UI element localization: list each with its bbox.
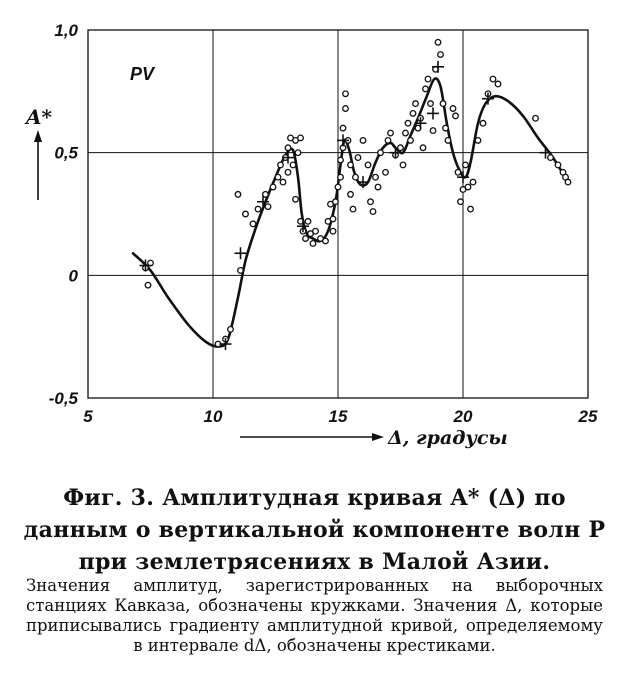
data-point-circle <box>270 184 276 190</box>
x-tick-label: 20 <box>453 407 473 426</box>
data-point-circle <box>565 179 571 185</box>
data-point-circle <box>238 268 244 274</box>
data-point-circle <box>383 169 389 175</box>
data-point-circle <box>403 130 409 136</box>
data-point-circle <box>145 282 151 288</box>
data-point-circle <box>340 125 346 131</box>
data-point-circle <box>375 184 381 190</box>
data-point-cross <box>235 247 247 259</box>
data-point-circle <box>458 199 464 205</box>
data-point-circle <box>365 162 371 168</box>
data-point-circle <box>480 120 486 126</box>
data-point-circle <box>465 184 471 190</box>
data-point-circle <box>385 138 391 144</box>
y-axis-label: A* <box>26 105 52 129</box>
data-point-circle <box>443 125 449 131</box>
data-point-circle <box>428 101 434 107</box>
y-tick-label: 1,0 <box>54 21 78 40</box>
panel-label: PV <box>130 64 155 84</box>
x-tick-label: 15 <box>328 407 348 426</box>
data-point-circle <box>280 179 286 185</box>
data-point-circle <box>438 52 444 58</box>
data-point-circle <box>470 179 476 185</box>
data-point-circle <box>335 184 341 190</box>
data-point-circle <box>413 101 419 107</box>
data-point-circle <box>425 76 431 82</box>
data-point-circle <box>343 91 349 97</box>
y-tick-label: 0 <box>68 266 78 286</box>
data-point-cross <box>427 107 439 119</box>
data-point-circle <box>405 120 411 126</box>
data-point-cross <box>482 93 494 105</box>
data-point-circle <box>265 204 271 210</box>
y-tick-labels <box>49 21 79 408</box>
data-point-circle <box>338 157 344 163</box>
data-point-circle <box>343 106 349 112</box>
data-point-circle <box>330 216 336 222</box>
data-point-circle <box>243 211 249 217</box>
y-tick-label: 0,5 <box>54 143 78 163</box>
data-point-circle <box>310 241 316 247</box>
data-point-circle <box>255 206 261 212</box>
x-tick-label: 25 <box>578 407 598 426</box>
data-point-circle <box>355 155 361 161</box>
data-point-circle <box>398 145 404 151</box>
data-point-circle <box>295 150 301 156</box>
figure-caption-note: Значения амплитуд, зарегистрированных на выборочных станциях Кавказа, обозначены кружками. Значения Δ, которые приписывались градиенту амплитудной кривой, определяемому в интервале dΔ, обозначены крестиками. <box>26 576 603 655</box>
data-point-circle <box>423 86 429 92</box>
data-point-circle <box>278 162 284 168</box>
data-point-circle <box>430 128 436 134</box>
data-point-circle <box>378 150 384 156</box>
data-point-circle <box>298 135 304 141</box>
data-point-circle <box>350 206 356 212</box>
data-point-circle <box>313 228 319 234</box>
data-point-circle <box>408 138 414 144</box>
x-tick-label: 10 <box>203 407 223 426</box>
data-point-circle <box>388 130 394 136</box>
data-point-circle <box>348 192 354 198</box>
data-point-circle <box>323 238 329 244</box>
data-point-circle <box>235 192 241 198</box>
data-point-circle <box>348 162 354 168</box>
x-axis-arrow <box>240 433 384 441</box>
circle-markers <box>143 39 571 346</box>
data-point-circle <box>275 174 281 180</box>
x-axis-label: Δ, градусы <box>388 427 508 449</box>
data-point-circle <box>440 101 446 107</box>
cross-markers <box>140 61 552 350</box>
data-point-circle <box>250 221 256 227</box>
data-point-circle <box>490 76 496 82</box>
data-point-circle <box>353 174 359 180</box>
data-point-circle <box>290 162 296 168</box>
data-point-circle <box>228 327 234 333</box>
data-point-circle <box>555 162 561 168</box>
data-point-circle <box>400 162 406 168</box>
data-point-circle <box>285 145 291 151</box>
gridlines <box>88 30 588 398</box>
data-point-circle <box>495 81 501 87</box>
data-point-circle <box>370 209 376 215</box>
data-point-circle <box>475 138 481 144</box>
data-point-circle <box>373 174 379 180</box>
data-point-circle <box>533 116 539 122</box>
data-point-circle <box>420 145 426 151</box>
data-point-circle <box>368 199 374 205</box>
data-point-circle <box>303 236 309 242</box>
data-point-circle <box>445 138 451 144</box>
data-point-cross <box>220 338 232 350</box>
y-axis-arrow <box>34 130 42 200</box>
figure-caption-title: Фиг. 3. Амплитудная кривая A* (Δ) по данным о вертикальной компоненте волн P при землетрясениях в Малой Азии. <box>23 485 606 575</box>
data-point-circle <box>450 106 456 112</box>
data-point-circle <box>330 228 336 234</box>
data-point-circle <box>333 199 339 205</box>
data-point-circle <box>285 169 291 175</box>
x-tick-label: 5 <box>83 407 93 426</box>
data-point-circle <box>463 162 469 168</box>
x-tick-labels <box>83 407 598 426</box>
data-point-circle <box>360 138 366 144</box>
data-point-circle <box>305 219 311 225</box>
y-tick-label: -0,5 <box>48 389 78 408</box>
data-point-circle <box>338 174 344 180</box>
data-point-circle <box>468 206 474 212</box>
data-point-circle <box>548 155 554 161</box>
data-point-circle <box>410 111 416 117</box>
data-point-circle <box>455 169 461 175</box>
amplitude-curve <box>133 78 568 346</box>
data-point-circle <box>453 113 459 119</box>
data-point-circle <box>293 196 299 202</box>
data-point-circle <box>435 39 441 45</box>
